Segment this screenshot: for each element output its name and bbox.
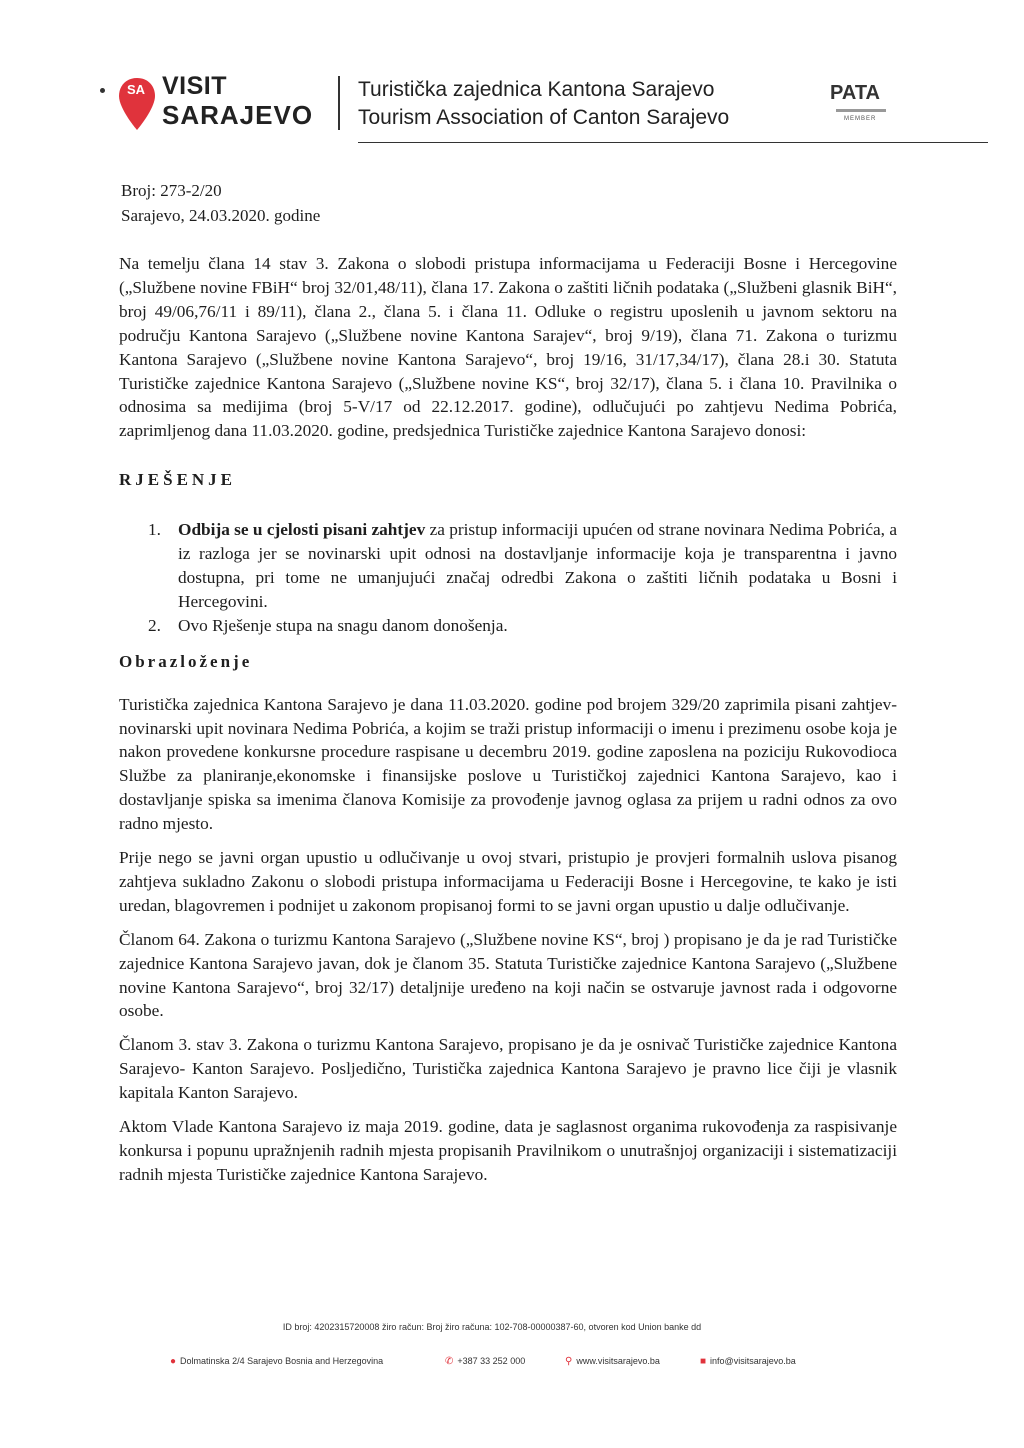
footer-id-line: ID broj: 4202315720008 žiro račun: Broj žiro računa: 102-708-00000387-60, otvoren kod Union banke dd xyxy=(282,1322,702,1332)
footer-address-text: Dolmatinska 2/4 Sarajevo Bosnia and Herzegovina xyxy=(180,1356,384,1366)
decision-heading: RJEŠENJE xyxy=(119,470,237,490)
pata-member-logo xyxy=(830,82,890,122)
organization-name-en: Tourism Association of Canton Sarajevo xyxy=(358,106,730,129)
reasoning-heading: Obrazloženje xyxy=(119,651,253,671)
footer-contacts xyxy=(170,1356,870,1370)
decision-item-1-text: za pristup informaciji upućen od strane novinara Nedima Pobrića, a iz razloga jer se novinarski upit odnosi na dostavljanje informacije koja je transparentna i javno dostupna, pri tome ne umanjujući značaj odredbi Zakona o zaštiti ličnih podataka u Bosni i Hercegovini. xyxy=(178,520,897,611)
decision-list xyxy=(119,518,897,638)
header-rule xyxy=(358,142,988,143)
web-search-icon: ⚲ xyxy=(565,1356,573,1367)
phone-icon: ✆ xyxy=(445,1356,454,1367)
decision-item-1-bold: Odbija se u cjelosti pisani zahtjev xyxy=(178,520,426,540)
organization-name-bs: Turistička zajednica Kantona Sarajevo xyxy=(358,78,715,101)
intro-paragraph: Na temelju člana 14 stav 3. Zakona o slobodi pristupa informacijama u Federaciji Bosne i Hercegovine („Službene novine FBiH“ broj 32/01,48/11), člana 17. Zakona o zaštiti ličnih podataka („Službeni glasnik BiH“, broj 49/06,76/11 i 89/11), člana 2., člana 5. i člana 11. Odluke o registru uposlenih u javnom sektoru na području Kantona Sarajevo („Službene novine Kantona Sarajev“, broj 9/19), člana 71. Zakona o turizmu Kantona Sarajevo („Službene novine Kantona Sarajevo“, broj 19/16, 31/17,34/17), člana 28.i 30. Statuta Turističke zajednice Kantona Sarajevo („Službene novine KS“, broj 32/17), člana 5. i člana 10. Pravilnika o odnosima sa medijima (broj 5-V/17 od 22.12.2017. godine), odlučujući po zahtjevu Nedima Pobrića, zaprimljenog dana 11.03.2020. godine, predsjednica Turističke zajednice Kantona Sarajevo donosi: xyxy=(119,254,897,441)
reasoning-paragraph-4: Članom 3. stav 3. Zakona o turizmu Kantona Sarajevo, propisano je da je osnivač Turističke zajednice Kantona Sarajevo- Kanton Sarajevo. Posljedično, Turistička zajednica Kantona Sarajevo je pravno lice čiji je vlasnik kapitala Kanton Sarajevo. xyxy=(119,1035,897,1103)
footer-email-text: info@visitsarajevo.ba xyxy=(710,1356,796,1366)
decision-item-2-number: 2. xyxy=(148,615,161,635)
location-pin-icon: ● xyxy=(170,1356,177,1367)
logo-dot xyxy=(100,88,105,93)
visit-sarajevo-logo xyxy=(100,68,325,138)
header-divider xyxy=(338,76,340,130)
document-number: Broj: 273-2/20 xyxy=(121,181,222,200)
footer-phone-text: +387 33 252 000 xyxy=(457,1356,526,1366)
organization-name xyxy=(358,76,729,132)
footer-phone xyxy=(445,1356,525,1367)
letterhead xyxy=(100,68,900,148)
reasoning-paragraph-1: Turistička zajednica Kantona Sarajevo je dana 11.03.2020. godine pod brojem 329/20 zaprimila pisani zahtjev- novinarski upit novinara Nedima Pobrića, a kojim se traži pristup informaciji o imenu i prezimenu osobe koja je nakon provedene konkursne procedure raspisane u decembru 2019. godine zaposlena na poziciju Rukovodioca Službe za planiranje,ekonomske i finansijske poslove u Turističkoj zajednici Kantona Sarajevo, kao i dostavljanje spiska sa imenima članova Komisije za provođenje javnog oglasa za prijem u radni odnos za ovo radno mjesto. xyxy=(119,694,897,834)
footer-address xyxy=(170,1356,383,1367)
decision-item-1 xyxy=(119,518,897,614)
footer-web-text: www.visitsarajevo.ba xyxy=(576,1356,660,1366)
document-place-date: Sarajevo, 24.03.2020. godine xyxy=(121,206,321,225)
pata-logo-bar xyxy=(836,109,886,112)
pata-member-text: MEMBER xyxy=(844,116,877,122)
logo-sarajevo-text: SARAJEVO xyxy=(162,100,314,130)
reasoning-paragraph-5: Aktom Vlade Kantona Sarajevo iz maja 2019. godine, data je saglasnost organima rukovođenja za raspisivanje konkursa i popunu upražnjenih radnih mjesta propisanih Pravilnikom o unutrašnjoj organizaciji i sistematizaciji radnih mjesta Turističke zajednice Kantona Sarajevo. xyxy=(119,1117,897,1184)
decision-item-1-number: 1. xyxy=(148,520,161,540)
decision-item-2-text: Ovo Rješenje stupa na snagu danom donošenja. xyxy=(178,615,508,635)
pata-logo-text: PATA xyxy=(830,82,880,104)
reasoning-paragraph-3: Članom 64. Zakona o turizmu Kantona Sarajevo („Službene novine KS“, broj ) propisano je da je rad Turističke zajednice Kantona Sarajevo javan, dok je članom 35. Statuta Turističke zajednice Kantona Sarajevo („Službene novine Kantona Sarajevo“, broj 32/17) detaljnije uređeno na koji način se ostvaruje javnost rada i odgovorne osobe. xyxy=(119,929,897,1021)
reasoning-paragraph-2: Prije nego se javni organ upustio u odlučivanje u ovoj stvari, pristupio je provjeri formalnih uslova pisanog zahtjeva sukladno Zakonu o slobodi pristupa informacijama u Federaciji Bosne i Hercegovine, te kako je isti uredan, blagovremen i podnijet u zakonom propisanoj formi to se javni organ upustio u dalje odlučivanje. xyxy=(119,848,897,915)
footer-email xyxy=(700,1356,796,1367)
document-body xyxy=(119,252,897,1197)
decision-item-2 xyxy=(119,614,897,638)
logo-visit-text: VISIT xyxy=(162,72,228,100)
footer-web xyxy=(565,1356,660,1367)
document-meta xyxy=(121,178,320,228)
logo-sa-text: SA xyxy=(126,82,146,97)
email-icon: ■ xyxy=(700,1356,707,1367)
